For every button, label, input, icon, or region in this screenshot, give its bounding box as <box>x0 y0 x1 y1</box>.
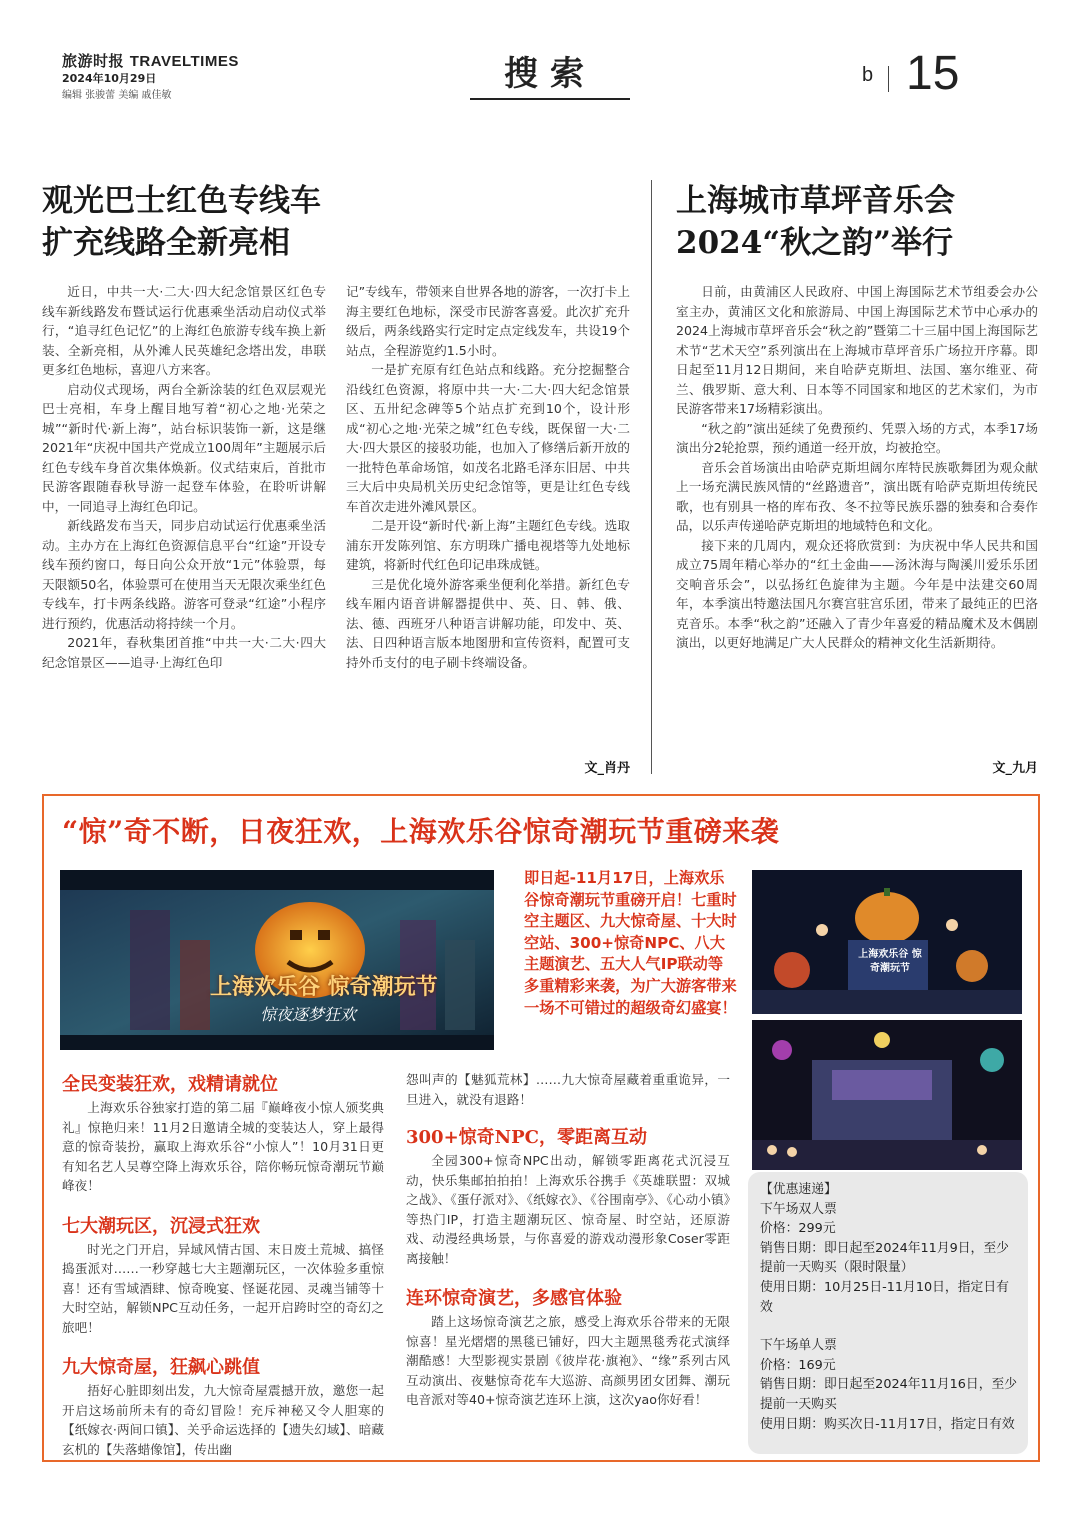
paper-name-en: TRAVELTIMES <box>129 53 239 70</box>
promo-section-text: 时光之门开启，异域风情古国、末日废土荒城、搞怪捣蛋派对……一秒穿越七大主题潮玩区，一次体验多重惊喜！还有雪域酒肆、惊奇晚宴、怪诞花园、灵魂当铺等十大时空站，解锁NPC互动任务，一起开启跨时空的奇幻之旅吧！ <box>62 1241 384 1335</box>
section-underline <box>470 98 630 100</box>
paper-logo <box>62 50 239 71</box>
article2-byline: 文_九月 <box>992 761 1038 776</box>
article1-headline-line2: 扩充线路全新亮相 <box>42 225 290 261</box>
promo-section-text-cont: 怨叫声的【魅狐荒林】……九大惊奇屋藏着重重诡异，一旦进入，就没有退路！ <box>406 1072 730 1107</box>
ticket1-name: 下午场双人票 <box>760 1201 837 1217</box>
promo-section-heading: 300+惊奇NPC，零距离互动 <box>406 1127 647 1148</box>
article2-para: 接下来的几周内，观众还将欣赏到：为庆祝中华人民共和国成立75周年精心举办的“红土金曲——汤沐海与陶溪川爱乐乐团交响音乐会”，以弘扬红色旋律为主题。今年是中法建交60周年，本季演出特邀法国凡尔赛宫驻宫乐团，带来了最纯正的巴洛克音乐。本季“秋之韵”还融入了青少年喜爱的精品魔术及木偶剧演出，以更好地满足广大人民群众的精神文化生活新期待。 <box>676 537 1038 650</box>
article1-para: 三是优化境外游客乘坐便利化举措。新红色专线车厢内语音讲解器提供中、英、日、韩、俄、法、德、西班牙八种语言讲解功能，印发中、英、法、日四种语言版本地图册和宣传资料，配置可支持外币支付的电子刷卡终端设备。 <box>346 576 630 670</box>
promo-section-text: 上海欢乐谷独家打造的第二届『巅峰夜小惊人颁奖典礼』惊艳归来！11月2日邀请全城的变装达人，穿上最得意的惊奇装扮，赢取上海欢乐谷“小惊人”！10月31日更有知名艺人吴尊空降上海欢乐谷，陪你畅玩惊奇潮玩节巅峰夜！ <box>62 1100 384 1193</box>
park-sign-text: 上海欢乐谷 惊奇潮玩节 <box>858 949 922 974</box>
ticket1-use-date: 使用日期：10月25日-11月10日，指定日有效 <box>760 1279 1009 1315</box>
article1-para-cont: 记”专线车，带领来自世界各地的游客，一次打卡上海主要红色地标，深受市民游客喜爱。此次扩充升级后，两条线路实行定时定点定线发车，共设19个站点，全程游览约1.5小时。 <box>346 284 630 358</box>
parade-graphic <box>752 1020 1022 1170</box>
page-letter: b <box>862 64 874 86</box>
article2-headline-line1: 上海城市草坪音乐会 <box>676 183 955 219</box>
issue-date: 2024年10月29日 <box>62 72 157 85</box>
article1-para: 近日，中共一大·二大·四大纪念馆景区红色专线车新线路发布暨试运行优惠乘坐活动启动仪式举行，“追寻红色记忆”的上海红色旅游专线车换上新装、全新亮相，从外滩人民英雄纪念塔出发，串联更多红色地标，喜迎八方来客。 <box>42 284 326 377</box>
article2-para: 日前，由黄浦区人民政府、中国上海国际艺术节组委会办公室主办，黄浦区文化和旅游局、中国上海国际艺术节中心承办的2024上海城市草坪音乐会“秋之韵”暨第二十三届中国上海国际艺术节“艺术天空”系列演出在上海城市草坪音乐广场拉开序幕。即日起至11月12日期间，来自哈萨克斯坦、法国、塞尔维亚、荷兰、俄罗斯、意大利、日本等不同国家和地区的艺术家们，为市民游客带来17场精彩演出。 <box>676 284 1038 416</box>
article1-col2 <box>346 282 630 672</box>
article1-para: 启动仪式现场，两台全新涂装的红色双层观光巴士亮相，车身上醒目地写着“初心之地·光荣之城”“新时代·新上海”，站台标识装饰一新，这是继2021年“庆祝中国共产党成立100周年”主题展示后红色专线车身首次集体焕新。仪式结束后，首批市民游客跟随春秋导游一起登车体验，在聆听讲解中，一同追寻上海红色印记。 <box>42 381 326 514</box>
promo-section-text: 捂好心脏即刻出发，九大惊奇屋震撼开放，邀您一起开启这场前所未有的奇幻冒险！充斥神秘又令人胆寒的【纸嫁衣·两间口镇】、关乎命运选择的【遗失幻域】、暗藏玄机的【失落蜡像馆】，传出幽 <box>62 1383 384 1457</box>
ticket2-use-date: 使用日期：购买次日-11月17日，指定日有效 <box>760 1416 1015 1432</box>
paper-name-cn: 旅游时报 <box>62 52 125 70</box>
poster-title: 上海欢乐谷 惊奇潮玩节 <box>210 974 438 1000</box>
promo-section-text: 全园300+惊奇NPC出动，解锁零距离花式沉浸互动，快乐集邮拍拍拍！上海欢乐谷携手《英雄联盟：双城之战》、《蛋仔派对》、《纸嫁衣》、《谷围南亭》、《心动小镇》等热门IP，打造主题潮玩区、惊奇屋、时空站，还原游戏、动漫经典场景，与你喜爱的游戏动漫形象Coser零距离接触！ <box>406 1153 730 1266</box>
article2-headline <box>676 180 1046 264</box>
poster-image <box>60 870 494 1050</box>
promo-section-heading: 连环惊奇演艺，多感官体验 <box>406 1288 622 1309</box>
poster-subtitle: 惊夜逐梦狂欢 <box>260 1005 357 1024</box>
article1-para: 一是扩充原有红色站点和线路。充分挖掘整合沿线红色资源，将原中共一大·二大·四大纪念馆景区、五卅纪念碑等5个站点扩充到10个，设计形成“初心之地·光荣之城”红色专线，既保留一大·二大·四大景区的接驳功能，也加入了修缮后新开放的一批特色革命场馆，如茂名北路毛泽东旧居、中共三大后中央局机关历史纪念馆等，更是让红色专线车首次走进外滩风景区。 <box>346 362 630 514</box>
article2-headline-line2: 2024“秋之韵”举行 <box>676 225 953 261</box>
ticket1-price: 价格：299元 <box>760 1221 836 1237</box>
article1-para: 新线路发布当天，同步启动试运行优惠乘坐活动。主办方在上海红色资源信息平台“红途”开设专线车预约窗口，每日向公众开放“1元”体验票，每天限额50名，体验票可在使用当天无限次乘坐红色专线车，打卡两条线路。游客可登录“红途”小程序进行预约，优惠活动将持续一个月。 <box>42 518 326 631</box>
article1-para: 二是开设“新时代·新上海”主题红色专线。选取浦东开发陈列馆、东方明珠广播电视塔等九处地标建筑，将新时代红色印记串珠成链。 <box>346 518 630 572</box>
promo-section-heading: 七大潮玩区，沉浸式狂欢 <box>62 1215 260 1237</box>
park-night-graphic <box>752 870 1022 1014</box>
promo-section-heading: 全民变装狂欢，戏精请就位 <box>62 1074 278 1095</box>
promo-mid-column <box>406 1070 730 1410</box>
column-divider <box>651 180 652 774</box>
article2-para: “秋之韵”演出延续了免费预约、凭票入场的方式，本季17场演出分2轮抢票，预约通道一经开放，均被抢空。 <box>676 420 1038 455</box>
article1-headline-line1: 观光巴士红色专线车 <box>42 183 321 219</box>
promo-section-text: 踏上这场惊奇演艺之旅，感受上海欢乐谷带来的无限惊喜！星光熠熠的黑毯已铺好，四大主题黑毯秀花式演绎潮酷感！大型影视实景剧《彼岸花·旗袍》、“缘”系列古风互动演出、夜魅惊奇花车大巡游、高颜男团女团舞、潮玩电音派对等40+惊奇演艺连环上演，这次yao你好看！ <box>406 1314 730 1407</box>
article2-para: 音乐会首场演出由哈萨克斯坦阔尔库特民族歌舞团为观众献上一场充满民族风情的“丝路遗音”，演出既有哈萨克斯坦传统民歌，也有别具一格的库布孜、冬不拉等民族乐器的独奏和合奏作品，以乐声传递哈萨克斯坦的地域特色和文化。 <box>676 459 1038 533</box>
article2-body <box>676 282 1038 653</box>
promo-left-column <box>62 1070 384 1459</box>
promo-section-heading: 九大惊奇屋，狂飙心跳值 <box>62 1357 260 1378</box>
park-night-photo <box>752 870 1022 1014</box>
ticket2-sale-date: 销售日期：即日起至2024年11月16日，至少提前一天购买 <box>760 1377 1018 1412</box>
promo-callout: 即日起-11月17日，上海欢乐谷惊奇潮玩节重磅开启！七重时空主题区、九大惊奇屋、十大时空站、300+惊奇NPC、八大主题演艺、五大人气IP联动等多重精彩来袭，为广大游客带来一场不可错过的超级奇幻盛宴！ <box>524 869 737 1017</box>
parade-photo <box>752 1020 1022 1170</box>
ticket2-price: 价格：169元 <box>760 1357 836 1373</box>
article1-byline: 文_肖丹 <box>584 761 630 776</box>
page-number: 15 <box>906 47 960 100</box>
ticket2-name: 下午场单人票 <box>760 1338 837 1354</box>
article1-col1 <box>42 282 326 672</box>
promo-headline: “惊”奇不断，日夜狂欢，上海欢乐谷惊奇潮玩节重磅来袭 <box>62 815 780 848</box>
discount-info <box>760 1180 1020 1434</box>
editors-line: 编辑 张骏蕾 美编 戚佳敏 <box>62 90 172 101</box>
ticket1-sale-date: 销售日期：即日起至2024年11月9日，至少提前一天购买（限时限量） <box>760 1240 1009 1276</box>
page-divider <box>888 66 889 92</box>
article1-headline <box>42 180 642 264</box>
discount-heading: 【优惠速递】 <box>760 1182 837 1197</box>
article1-para: 2021年，春秋集团首推“中共一大·二大·四大纪念馆景区——追寻·上海红色印 <box>42 635 326 670</box>
section-title: 搜索 <box>504 54 596 94</box>
